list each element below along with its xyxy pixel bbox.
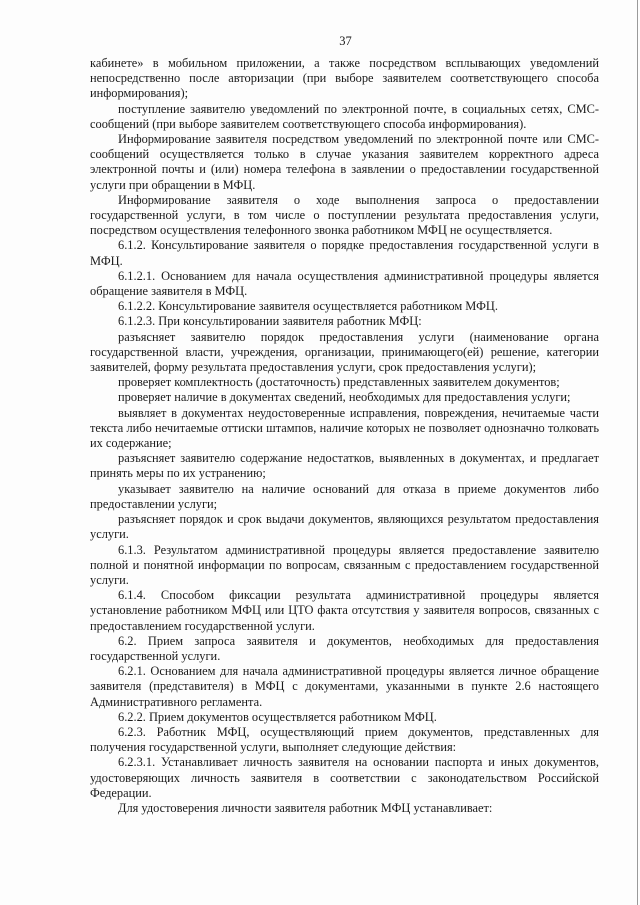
paragraph-continuation: кабинете» в мобильном приложении, а также посредством всплывающих уведомлений непосредственно после авторизации (при выборе заявителем соответствующего способа информирования); — [90, 56, 599, 101]
document-body — [90, 56, 599, 816]
section-heading-6-2: 6.2. Прием запроса заявителя и документов, необходимых для предоставления государственной услуги. — [90, 633, 599, 663]
paragraph: 6.1.2.2. Консультирование заявителя осуществляется работником МФЦ. — [118, 299, 498, 314]
paragraph: 6.2.1. Основанием для начала административной процедуры является личное обращение заявителя (представителя) в МФЦ с документами, указанными в пункте 2.6 настоящего Административного регламента. — [90, 664, 599, 709]
paragraph: 6.2.3.1. Устанавливает личность заявителя на основании паспорта и иных документов, удостоверяющих личность заявителя в соответствии с законодательством Российской Федерации. — [90, 755, 599, 800]
paragraph: 6.2.3. Работник МФЦ, осуществляющий прием документов, представленных для получения государственной услуги, выполняет следующие действия: — [90, 724, 599, 755]
section-heading-6-1-2: 6.1.2. Консультирование заявителя о порядке предоставления государственной услуги в МФЦ. — [90, 238, 599, 268]
paragraph: поступление заявителю уведомлений по электронной почте, в социальных сетях, СМС-сообщений (при выборе заявителем соответствующего способа информирования). — [90, 101, 599, 131]
paragraph: 6.1.2.1. Основанием для начала осуществления административной процедуры является обращение заявителя в МФЦ. — [90, 268, 599, 299]
paragraph: Для удостоверения личности заявителя работник МФЦ устанавливает: — [118, 800, 493, 815]
list-item: проверяет наличие в документах сведений, необходимых для предоставления услуги; — [118, 390, 571, 405]
paragraph: 6.1.4. Способом фиксации результата административной процедуры является установление работником МФЦ или ЦТО факта отсутствия у заявителя вопросов, связанных с предоставлением государственной услуги. — [90, 588, 599, 633]
list-item: выявляет в документах неудостоверенные исправления, повреждения, нечитаемые части текста либо нечитаемые оттиски штампов, наличие которых не позволяет однозначно толковать их содержание; — [90, 405, 599, 451]
paragraph: 6.1.3. Результатом административной процедуры является предоставление заявителю полной и понятной информации по вопросам, связанным с предоставлением государственной услуги. — [90, 542, 599, 587]
list-item: разъясняет заявителю порядок предоставления услуги (наименование органа государственной власти, учреждения, организации, принимающего(ей) решение, категории заявителей, форму результата предоставления услуги, срок предоставления услуги); — [90, 329, 599, 375]
paragraph: Информирование заявителя посредством уведомлений по электронной почте или СМС-сообщений осуществляется только в случае указания заявителем корректного адреса электронной почты и (или) номера телефона в заявлении о предоставлении государственной услуги при обращении в МФЦ. — [90, 132, 599, 192]
paragraph: 6.1.2.3. При консультировании заявителя работник МФЦ: — [118, 314, 422, 329]
list-item: проверяет комплектность (достаточность) представленных заявителем документов; — [118, 375, 560, 390]
paragraph: Информирование заявителя о ходе выполнения запроса о предоставлении государственной услуги, в том числе о поступлении результата предоставления услуги, посредством осуществления телефонного звонка работником МФЦ не осуществляется. — [90, 192, 599, 238]
page-number: 37 — [339, 34, 352, 48]
list-item: указывает заявителю на наличие оснований для отказа в приеме документов либо предоставлении услуги; — [90, 481, 599, 511]
list-item: разъясняет порядок и срок выдачи документов, являющихся результатом предоставления услуги. — [90, 512, 599, 542]
list-item: разъясняет заявителю содержание недостатков, выявленных в документах, и предлагает принять меры по их устранению; — [90, 451, 599, 481]
paragraph: 6.2.2. Прием документов осуществляется работником МФЦ. — [118, 709, 437, 724]
scan-edge-line — [637, 0, 638, 905]
